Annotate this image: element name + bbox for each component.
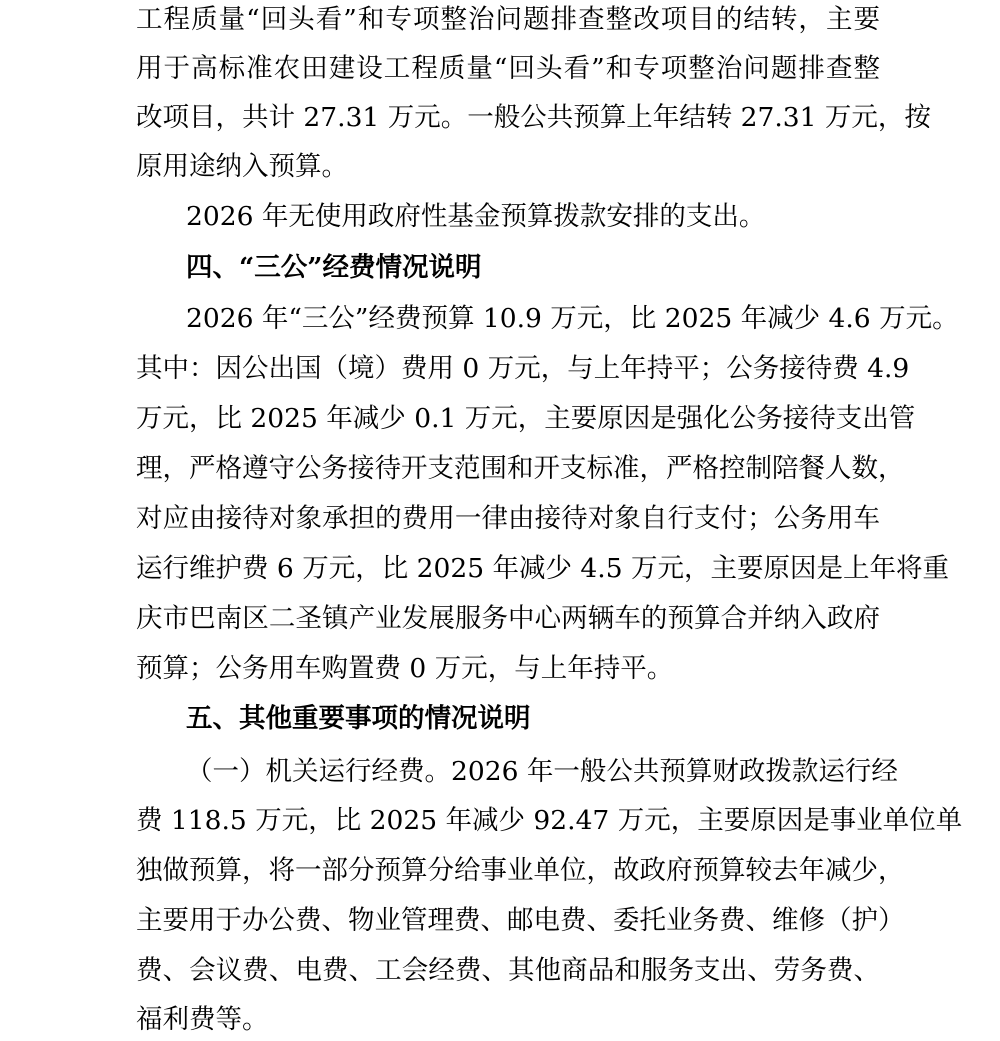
paragraph-line: 预算；公务用车购置费 0 万元，与上年持平。: [136, 653, 674, 684]
paragraph-line: 运行维护费 6 万元，比 2025 年减少 4.5 万元，主要原因是上年将重: [136, 553, 949, 584]
paragraph-line: 费、会议费、电费、工会经费、其他商品和服务支出、劳务费、: [136, 955, 880, 986]
paragraph-line: 万元，比 2025 年减少 0.1 万元，主要原因是强化公务接待支出管: [136, 403, 916, 434]
paragraph-line: 理，严格遵守公务接待开支范围和开支标准，严格控制陪餐人数，: [136, 453, 905, 484]
paragraph-line: 独做预算，将一部分预算分给事业单位，故政府预算较去年减少，: [136, 855, 905, 886]
paragraph-line: 主要用于办公费、物业管理费、邮电费、委托业务费、维修（护）: [136, 905, 905, 936]
paragraph-line: 原用途纳入预算。: [136, 151, 348, 182]
paragraph-line: 其中：因公出国（境）费用 0 万元，与上年持平；公务接待费 4.9: [136, 353, 910, 384]
paragraph-line: 用于高标准农田建设工程质量“回头看”和专项整治问题排查整: [136, 53, 880, 84]
paragraph-line: （一）机关运行经费。2026 年一般公共预算财政拨款运行经: [186, 756, 898, 787]
paragraph-line: 改项目，共计 27.31 万元。一般公共预算上年结转 27.31 万元，按: [136, 102, 931, 133]
paragraph-line: 庆市巴南区二圣镇产业发展服务中心两辆车的预算合并纳入政府: [136, 603, 880, 634]
section-heading: 四、“三公”经费情况说明: [186, 252, 482, 283]
section-heading: 五、其他重要事项的情况说明: [186, 703, 531, 734]
paragraph-line: 2026 年“三公”经费预算 10.9 万元，比 2025 年减少 4.6 万元。: [186, 303, 959, 334]
paragraph-line: 2026 年无使用政府性基金预算拨款安排的支出。: [186, 201, 766, 232]
paragraph-line: 福利费等。: [136, 1004, 269, 1035]
paragraph-line: 对应由接待对象承担的费用一律由接待对象自行支付；公务用车: [136, 503, 880, 534]
paragraph-line: 工程质量“回头看”和专项整治问题排查整改项目的结转，主要: [136, 4, 880, 35]
paragraph-line: 费 118.5 万元，比 2025 年减少 92.47 万元，主要原因是事业单位单: [136, 805, 963, 836]
